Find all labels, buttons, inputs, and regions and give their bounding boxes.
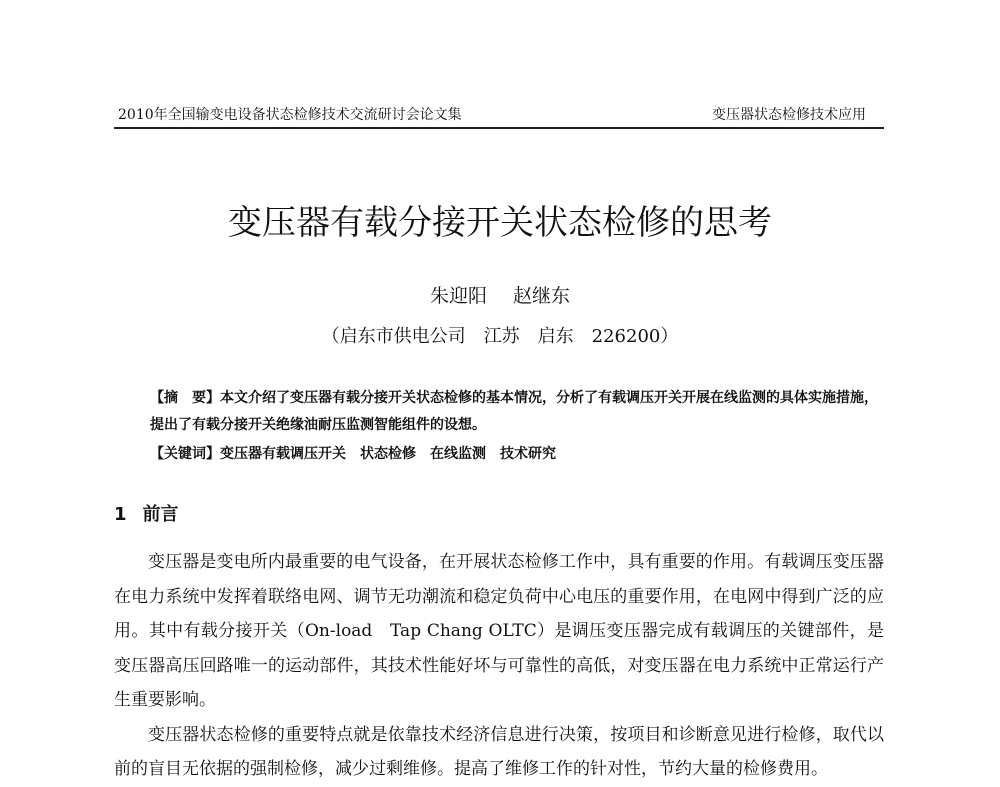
body-text bbox=[114, 545, 884, 787]
abstract bbox=[114, 385, 884, 439]
paper-title: 变压器有载分接开关状态检修的思考 bbox=[228, 203, 772, 243]
keyword: 变压器有载调压开关 bbox=[220, 446, 346, 462]
header-rule bbox=[114, 127, 884, 129]
paragraph: 变压器是变电所内最重要的电气设备，在开展状态检修工作中，具有重要的作用。有载调压变压器在电力系统中发挥着联络电网、调节无功潮流和稳定负荷中心电压的重要作用，在电网中得到广泛的应用。其中有载分接开关（On-load Tap Chang OLTC）是调压变压器完成有载调压的关键部件，是变压器高压回路唯一的运动部件，其技术性能好坏与可靠性的高低，对变压器在电力系统中正常运行产生重要影响。 bbox=[114, 552, 884, 710]
running-header-right: 变压器状态检修技术应用 bbox=[712, 107, 866, 123]
section-title: 前言 bbox=[142, 504, 179, 525]
keyword: 技术研究 bbox=[500, 446, 556, 462]
keywords bbox=[114, 441, 884, 468]
keyword: 在线监测 bbox=[430, 446, 486, 462]
authors bbox=[0, 281, 1000, 308]
affiliation: （启东市供电公司 江苏 启东 226200） bbox=[321, 326, 679, 347]
running-header-left: 2010年全国输变电设备状态检修技术交流研讨会论文集 bbox=[118, 107, 462, 123]
abstract-text: 本文介绍了变压器有载分接开关状态检修的基本情况，分析了有载调压开关开展在线监测的具体实施措施，提出了有载分接开关绝缘油耐压监测智能组件的设想。 bbox=[150, 390, 878, 433]
section-heading bbox=[114, 500, 179, 526]
keyword: 状态检修 bbox=[360, 446, 416, 462]
abstract-tag: 【摘 要】 bbox=[150, 390, 220, 406]
paragraph: 变压器状态检修的重要特点就是依靠技术经济信息进行决策，按项目和诊断意见进行检修，取代以前的盲目无依据的强制检修，减少过剩维修。提高了维修工作的针对性，节约大量的检修费用。 bbox=[114, 724, 884, 779]
author-name: 朱迎阳 bbox=[429, 285, 487, 307]
keywords-tag: 【关键词】 bbox=[150, 446, 220, 462]
section-number: 1 bbox=[114, 504, 127, 525]
author-name: 赵继东 bbox=[513, 285, 571, 307]
